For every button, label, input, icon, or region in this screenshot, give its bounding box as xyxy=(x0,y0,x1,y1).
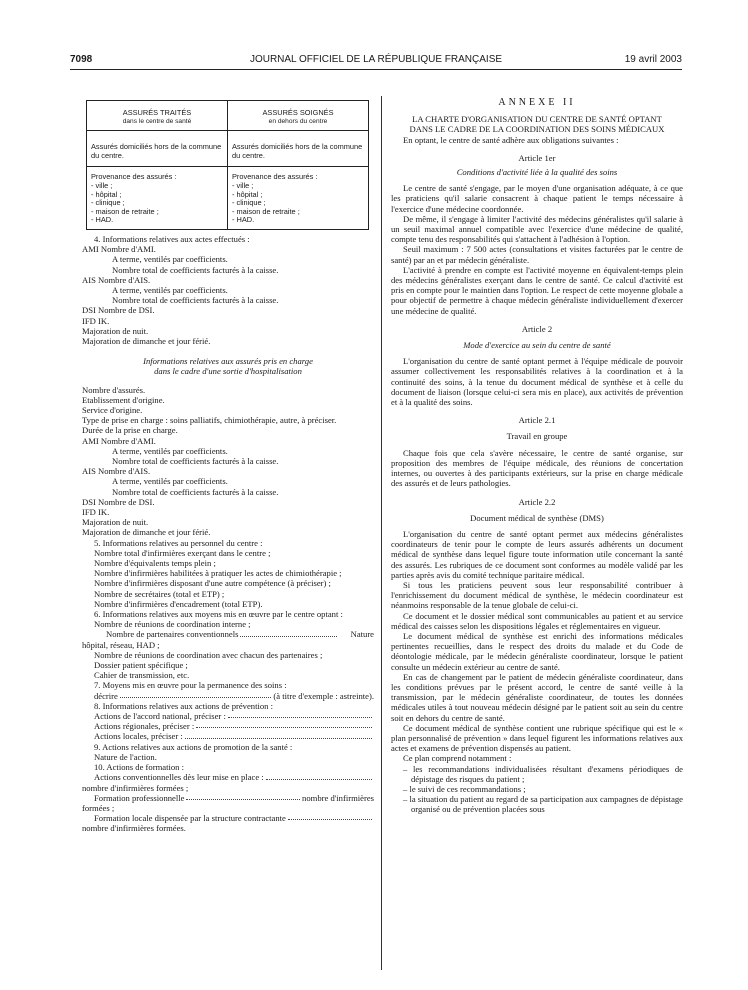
text-line: Actions de l'accord national, préciser : xyxy=(94,711,226,722)
table-cell: Assurés domiciliés hors de la commune du centre. xyxy=(228,131,369,167)
section-8-heading: 8. Informations relatives aux actions de prévention : xyxy=(94,700,273,711)
article-heading: Article 1er xyxy=(518,152,556,163)
list-item: - maison de retraite ; xyxy=(232,206,300,216)
prevention-row xyxy=(82,711,374,721)
text-line: Nombre d'équivalents temps plein ; xyxy=(94,558,216,569)
paragraph: Ce document médical de synthèse contient une rubrique spécifique qui est le « plan personnalisé de prévention » dans lequel figurent les informations relatives aux actes et examens de prévention dispensés au patient. xyxy=(391,722,683,754)
text-line: Nombre de partenaires conventionnels xyxy=(106,629,239,640)
list-item: - HAD. xyxy=(232,215,255,225)
table-cell: Assurés domiciliés hors de la commune du centre. xyxy=(87,131,228,167)
text-line: A terme, ventilés par coefficients. xyxy=(112,254,228,265)
describe-row xyxy=(82,691,374,701)
list-item: - HAD. xyxy=(91,215,114,225)
list-item: - maison de retraite ; xyxy=(91,206,159,216)
paragraph: Ce plan comprend notamment : xyxy=(403,753,512,764)
text-line: Actions conventionnelles dès leur mise en place : xyxy=(94,772,264,783)
article-subtitle: Document médical de synthèse (DMS) xyxy=(470,512,604,523)
fill-dots xyxy=(266,772,372,779)
list-item: - ville ; xyxy=(232,180,254,190)
text-line: Nombre de réunions de coordination interne ; xyxy=(94,619,251,630)
text-line: Nombre d'infirmières habilitées à pratiquer les actes de chimiothérapie ; xyxy=(94,568,342,579)
right-column xyxy=(391,98,683,815)
annex-title: ANNEXE II xyxy=(498,97,576,108)
dsi-line: DSI Nombre de DSI. xyxy=(82,305,155,316)
text-line: Majoration de nuit. xyxy=(82,517,149,528)
text-line: Majoration de nuit. xyxy=(82,325,149,336)
text-line: Cahier de transmission, etc. xyxy=(94,670,190,681)
paragraph: Le centre de santé s'engage, par le moyen d'une organisation adéquate, à ce que les praticiens qu'il salarie consacrent à chaque patient le temps nécessaire à l'exercice d'une médecine coordonnée. xyxy=(391,183,683,214)
ifd-line: IFD IK. xyxy=(82,507,110,518)
text-line: décrire xyxy=(94,690,118,701)
article-subtitle: Conditions d'activité liée à la qualité des soins xyxy=(456,167,618,178)
fill-dots xyxy=(228,711,372,718)
article-heading: Article 2.2 xyxy=(518,496,556,507)
charter-title-2: DANS LE CADRE DE LA COORDINATION DES SOINS MÉDICAUX xyxy=(409,124,665,135)
header-rule xyxy=(70,69,682,70)
section-9-heading: 9. Actions relatives aux actions de promotion de la santé : xyxy=(94,741,293,752)
text-line: Formation locale dispensée par la structure contractante xyxy=(94,813,286,824)
issue-date: 19 avril 2003 xyxy=(624,54,682,65)
training-row xyxy=(82,813,374,823)
table-header-treated xyxy=(87,101,228,131)
list-item: – le suivi de ces recommandations ; xyxy=(403,783,526,794)
article-heading: Article 2 xyxy=(521,323,553,334)
text-line: Etablissement d'origine. xyxy=(82,394,165,405)
list-item: – les recommandations individualisées résultant d'examens périodiques de dépistage des risques du patient ; xyxy=(403,763,683,784)
text-line: Type de prise en charge : soins palliatifs, chimiothérapie, autre, à préciser. xyxy=(82,415,337,426)
paragraph: Ce document et le dossier médical sont communicables au patient et au service médical des caisses selon les dispositions légales et réglementaires en vigueur. xyxy=(391,610,683,631)
list-item: – la situation du patient au regard de sa participation aux campagnes de dépistage organisé ou de prévention placées sous xyxy=(403,794,683,815)
text-line: Actions régionales, préciser : xyxy=(94,721,195,732)
ifd-line: IFD IK. xyxy=(82,315,110,326)
text-line: hôpital, réseau, HAD ; xyxy=(82,639,160,650)
list-item: - hôpital ; xyxy=(91,189,122,199)
table-cell-provenance xyxy=(87,167,228,230)
text-line: Nombre d'infirmières disposant d'une autre compétence (à préciser) ; xyxy=(94,578,331,589)
provenance-title: Provenance des assurés : xyxy=(91,172,177,182)
ami-line: AMI Nombre d'AMI. xyxy=(82,244,156,255)
article-subtitle: Travail en groupe xyxy=(506,431,568,442)
table-cell-provenance xyxy=(228,167,369,230)
text-line: A terme, ventilés par coefficients. xyxy=(112,476,228,487)
text-line: Nombre d'infirmières d'encadrement (total ETP). xyxy=(94,598,263,609)
paragraph: L'activité à prendre en compte est l'activité moyenne en équivalent-temps plein des médecins généralistes exerçant dans le centre de santé. Ce calcul d'activité est pris en compte pour le maintien dans l'option. Le respect de cette moyenne globale a pour objectif de permettre à chaque médecin généraliste individuellement d'exercer une médecine de qualité. xyxy=(391,264,683,316)
fill-dots xyxy=(185,731,372,738)
fill-dots xyxy=(196,721,372,728)
text-line: A terme, ventilés par coefficients. xyxy=(112,445,228,456)
text-line: Nombre total de coefficients facturés à la caisse. xyxy=(112,264,279,275)
insured-table xyxy=(86,100,369,230)
prevention-row xyxy=(82,731,374,741)
section-5-heading: 5. Informations relatives au personnel du centre : xyxy=(94,537,263,548)
table-header-outside xyxy=(228,101,369,131)
text-line: Actions locales, préciser : xyxy=(94,731,183,742)
section-10-heading: 10. Actions de formation : xyxy=(94,762,184,773)
page-header xyxy=(70,54,682,68)
paragraph: De même, il s'engage à limiter l'activité des médecins généralistes qu'il salarie à un seuil maximal annuel compatible avec l'exercice d'une médecine de qualité, compte tenu des responsabilités qui s'attachent à l'adhésion à l'option. xyxy=(391,213,683,245)
article-heading: Article 2.1 xyxy=(518,415,556,426)
text-line: Formation professionnelle xyxy=(94,792,185,803)
text-line: Nature xyxy=(350,629,374,640)
ami-line: AMI Nombre d'AMI. xyxy=(82,435,156,446)
fill-dots xyxy=(288,813,372,820)
text-line: nombre d'infirmières xyxy=(302,792,374,803)
fill-dots xyxy=(120,691,272,698)
text-line: nombre d'infirmières formées ; xyxy=(82,782,189,793)
text-line: Nombre de réunions de coordination avec chacun des partenaires ; xyxy=(94,649,323,660)
training-row xyxy=(82,772,374,782)
paragraph: L'organisation du centre de santé optant permet à l'équipe médicale de pouvoir assumer collectivement les responsabilités relatives à la coordination et à la continuité des soins, à la tenue du document médical de synthèse et à celle du document de liaison (lorsque celui-ci sera mis en place), aux activités de prévention et à la qualité des soins. xyxy=(391,356,683,408)
section-6-heading: 6. Informations relatives aux moyens mis en œuvre par le centre optant : xyxy=(94,609,343,620)
paragraph: Chaque fois que cela s'avère nécessaire, le centre de santé organise, sur proposition des membres de l'équipe médicale, des réunions de concertation internes, ou ouvertes à des participants extérieurs, sur la prise en charge médicale des assurés et de leurs pathologies. xyxy=(391,447,683,489)
text-line: formées ; xyxy=(82,802,115,813)
fill-dots xyxy=(186,793,300,800)
paragraph: L'organisation du centre de santé optant permet aux médecins généralistes coordinateurs de tenir pour le compte de leurs assurés adhérents un document médical de synthèse dans lequel figure toute information utile concernant la santé des assurés. Les rubriques de ce document sont conformes au modèle validé par les parties après avis du comité technique paritaire médical. xyxy=(391,528,683,580)
partners-row xyxy=(82,629,374,639)
page-number: 7098 xyxy=(70,54,93,65)
list-item: - clinique ; xyxy=(232,198,266,208)
text-line: Nombre total de coefficients facturés à la caisse. xyxy=(112,456,279,466)
text-line: Majoration de dimanche et jour férié. xyxy=(82,527,211,538)
text-line: Nombre total d'infirmières exerçant dans le centre ; xyxy=(94,547,271,558)
text-line: A terme, ventilés par coefficients. xyxy=(112,284,228,295)
ais-line: AIS Nombre d'AIS. xyxy=(82,274,151,285)
text-line: Nombre de secrétaires (total et ETP) ; xyxy=(94,588,225,599)
hospital-section-title-2: dans le cadre d'une sortie d'hospitalisation xyxy=(154,366,302,377)
left-column xyxy=(82,100,374,834)
text-line: Nature de l'action. xyxy=(94,751,157,762)
text-line: Durée de la prise en charge. xyxy=(82,425,178,436)
text-line: Nombre total de coefficients facturés à la caisse. xyxy=(112,486,279,497)
intro-text: En optant, le centre de santé adhère aux obligations suivantes : xyxy=(403,134,619,145)
table-header-outside-title: ASSURÉS SOIGNÉS xyxy=(262,108,334,117)
section-4-heading: 4. Informations relatives aux actes effectués : xyxy=(94,233,250,244)
hospital-section-title: Informations relatives aux assurés pris en charge xyxy=(143,356,313,367)
text-line: Nombre total de coefficients facturés à la caisse. xyxy=(112,295,279,306)
paragraph: En cas de changement par le patient de médecin généraliste coordinateur, dans les conditions prévues par le présent accord, le centre de santé veille à la transmission, par le médecin généraliste coordinateur, de toutes les données médicales utiles à tout nouveau médecin désigné par le patient soit au sein du centre soit en dehors du centre de santé. xyxy=(391,671,683,723)
text-line: nombre d'infirmières formées. xyxy=(82,823,186,834)
text-line: Majoration de dimanche et jour férié. xyxy=(82,335,211,346)
text-line: Service d'origine. xyxy=(82,404,143,415)
fill-dots xyxy=(240,629,336,636)
column-divider xyxy=(381,96,382,970)
list-item: - clinique ; xyxy=(91,198,125,208)
paragraph: Le document médical de synthèse est enrichi des informations médicales pertinentes recueillies, dans le respect des droits du malade et du Code de déontologie médicale, par le médecin généraliste coordinateur, lorsque le patient consulte un médecin extérieur au centre de santé. xyxy=(391,630,683,672)
journal-title: JOURNAL OFFICIEL DE LA RÉPUBLIQUE FRANÇAISE xyxy=(249,54,503,65)
article-subtitle: Mode d'exercice au sein du centre de santé xyxy=(463,340,611,351)
table-header-treated-sub: dans le centre de santé xyxy=(122,117,192,125)
charter-title: LA CHARTE D'ORGANISATION DU CENTRE DE SANTÉ OPTANT xyxy=(412,114,662,125)
prevention-row xyxy=(82,721,374,731)
provenance-title: Provenance des assurés : xyxy=(232,172,318,182)
text-line: Nombre d'assurés. xyxy=(82,384,146,395)
ais-line: AIS Nombre d'AIS. xyxy=(82,466,151,477)
list-item: - hôpital ; xyxy=(232,189,263,199)
table-header-outside-sub: en dehors du centre xyxy=(268,117,328,125)
table-header-treated-title: ASSURÉS TRAITÉS xyxy=(122,108,192,117)
dsi-line: DSI Nombre de DSI. xyxy=(82,496,155,507)
text-line: (à titre d'exemple : astreinte). xyxy=(273,690,374,701)
section-7-heading: 7. Moyens mis en œuvre pour la permanence des soins : xyxy=(94,680,287,691)
list-item: - ville ; xyxy=(91,180,113,190)
paragraph: Seuil maximum : 7 500 actes (consultations et visites facturées par le centre de santé) par an et par médecin généraliste. xyxy=(391,244,683,265)
paragraph: Si tous les praticiens peuvent sous leur responsabilité contribuer à l'enrichissement du document médical de synthèse, le médecin coordinateur est néanmoins responsable de la tenue globale de celui-ci. xyxy=(391,579,683,611)
training-row xyxy=(82,793,374,803)
text-line: Dossier patient spécifique ; xyxy=(94,660,188,671)
